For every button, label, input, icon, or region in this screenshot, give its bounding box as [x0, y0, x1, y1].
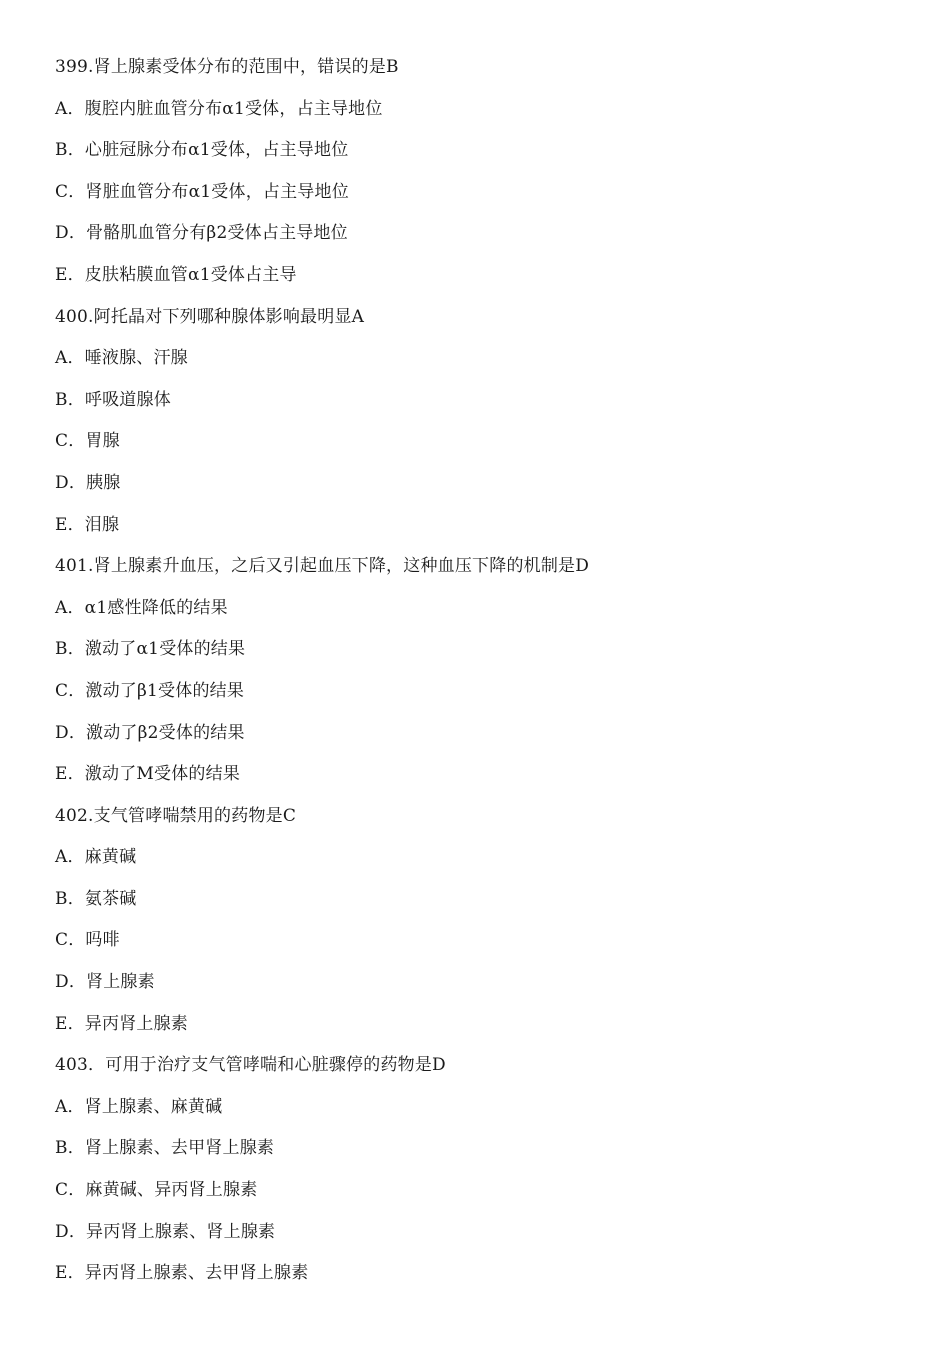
- option-c: C．麻黄碱、异丙肾上腺素: [55, 1180, 258, 1201]
- option-e: E．皮肤粘膜血管α1受体占主导: [55, 264, 297, 285]
- option-b: B．呼吸道腺体: [55, 389, 171, 410]
- question-399: [55, 52, 915, 302]
- question-stem: 402.支气管哮喘禁用的药物是C: [55, 805, 297, 826]
- question-402: [55, 801, 915, 1051]
- option-d: D．异丙肾上腺素、肾上腺素: [55, 1221, 276, 1242]
- option-b: B．激动了α1受体的结果: [55, 639, 246, 660]
- option-c: C．激动了β1受体的结果: [55, 680, 245, 701]
- question-stem: 399.肾上腺素受体分布的范围中，错误的是B: [55, 57, 399, 77]
- option-c: C．吗啡: [55, 930, 120, 951]
- option-e: E．泪腺: [55, 514, 120, 535]
- question-403: [55, 1050, 915, 1300]
- option-a: A．α1感性降低的结果: [55, 597, 228, 618]
- option-e: E．异丙肾上腺素、去甲肾上腺素: [55, 1263, 309, 1284]
- option-c: C．肾脏血管分布α1受体，占主导地位: [55, 181, 349, 202]
- option-d: D．肾上腺素: [55, 972, 155, 993]
- option-b: B．氨茶碱: [55, 888, 137, 909]
- question-401: [55, 551, 915, 801]
- option-a: A．唾液腺、汗腺: [55, 348, 188, 369]
- option-a: A．麻黄碱: [55, 847, 137, 868]
- option-a: A．腹腔内脏血管分布α1受体，占主导地位: [55, 98, 383, 119]
- option-e: E．异丙肾上腺素: [55, 1013, 189, 1034]
- option-d: D．激动了β2受体的结果: [55, 722, 245, 743]
- question-stem: 403．可用于治疗支气管哮喘和心脏骤停的药物是D: [55, 1055, 446, 1076]
- question-400: [55, 302, 915, 552]
- document-body: [55, 52, 915, 1300]
- option-b: B．心脏冠脉分布α1受体，占主导地位: [55, 140, 349, 161]
- option-e: E．激动了M受体的结果: [55, 764, 241, 785]
- question-stem: 400.阿托晶对下列哪种腺体影响最明显A: [55, 306, 365, 327]
- option-d: D．骨骼肌血管分有β2受体占主导地位: [55, 223, 348, 244]
- option-d: D．胰腺: [55, 472, 121, 493]
- question-stem: 401.肾上腺素升血压，之后又引起血压下降，这种血压下降的机制是D: [55, 556, 590, 577]
- option-a: A．肾上腺素、麻黄碱: [55, 1096, 223, 1117]
- option-b: B．肾上腺素、去甲肾上腺素: [55, 1138, 275, 1159]
- option-c: C．胃腺: [55, 431, 120, 452]
